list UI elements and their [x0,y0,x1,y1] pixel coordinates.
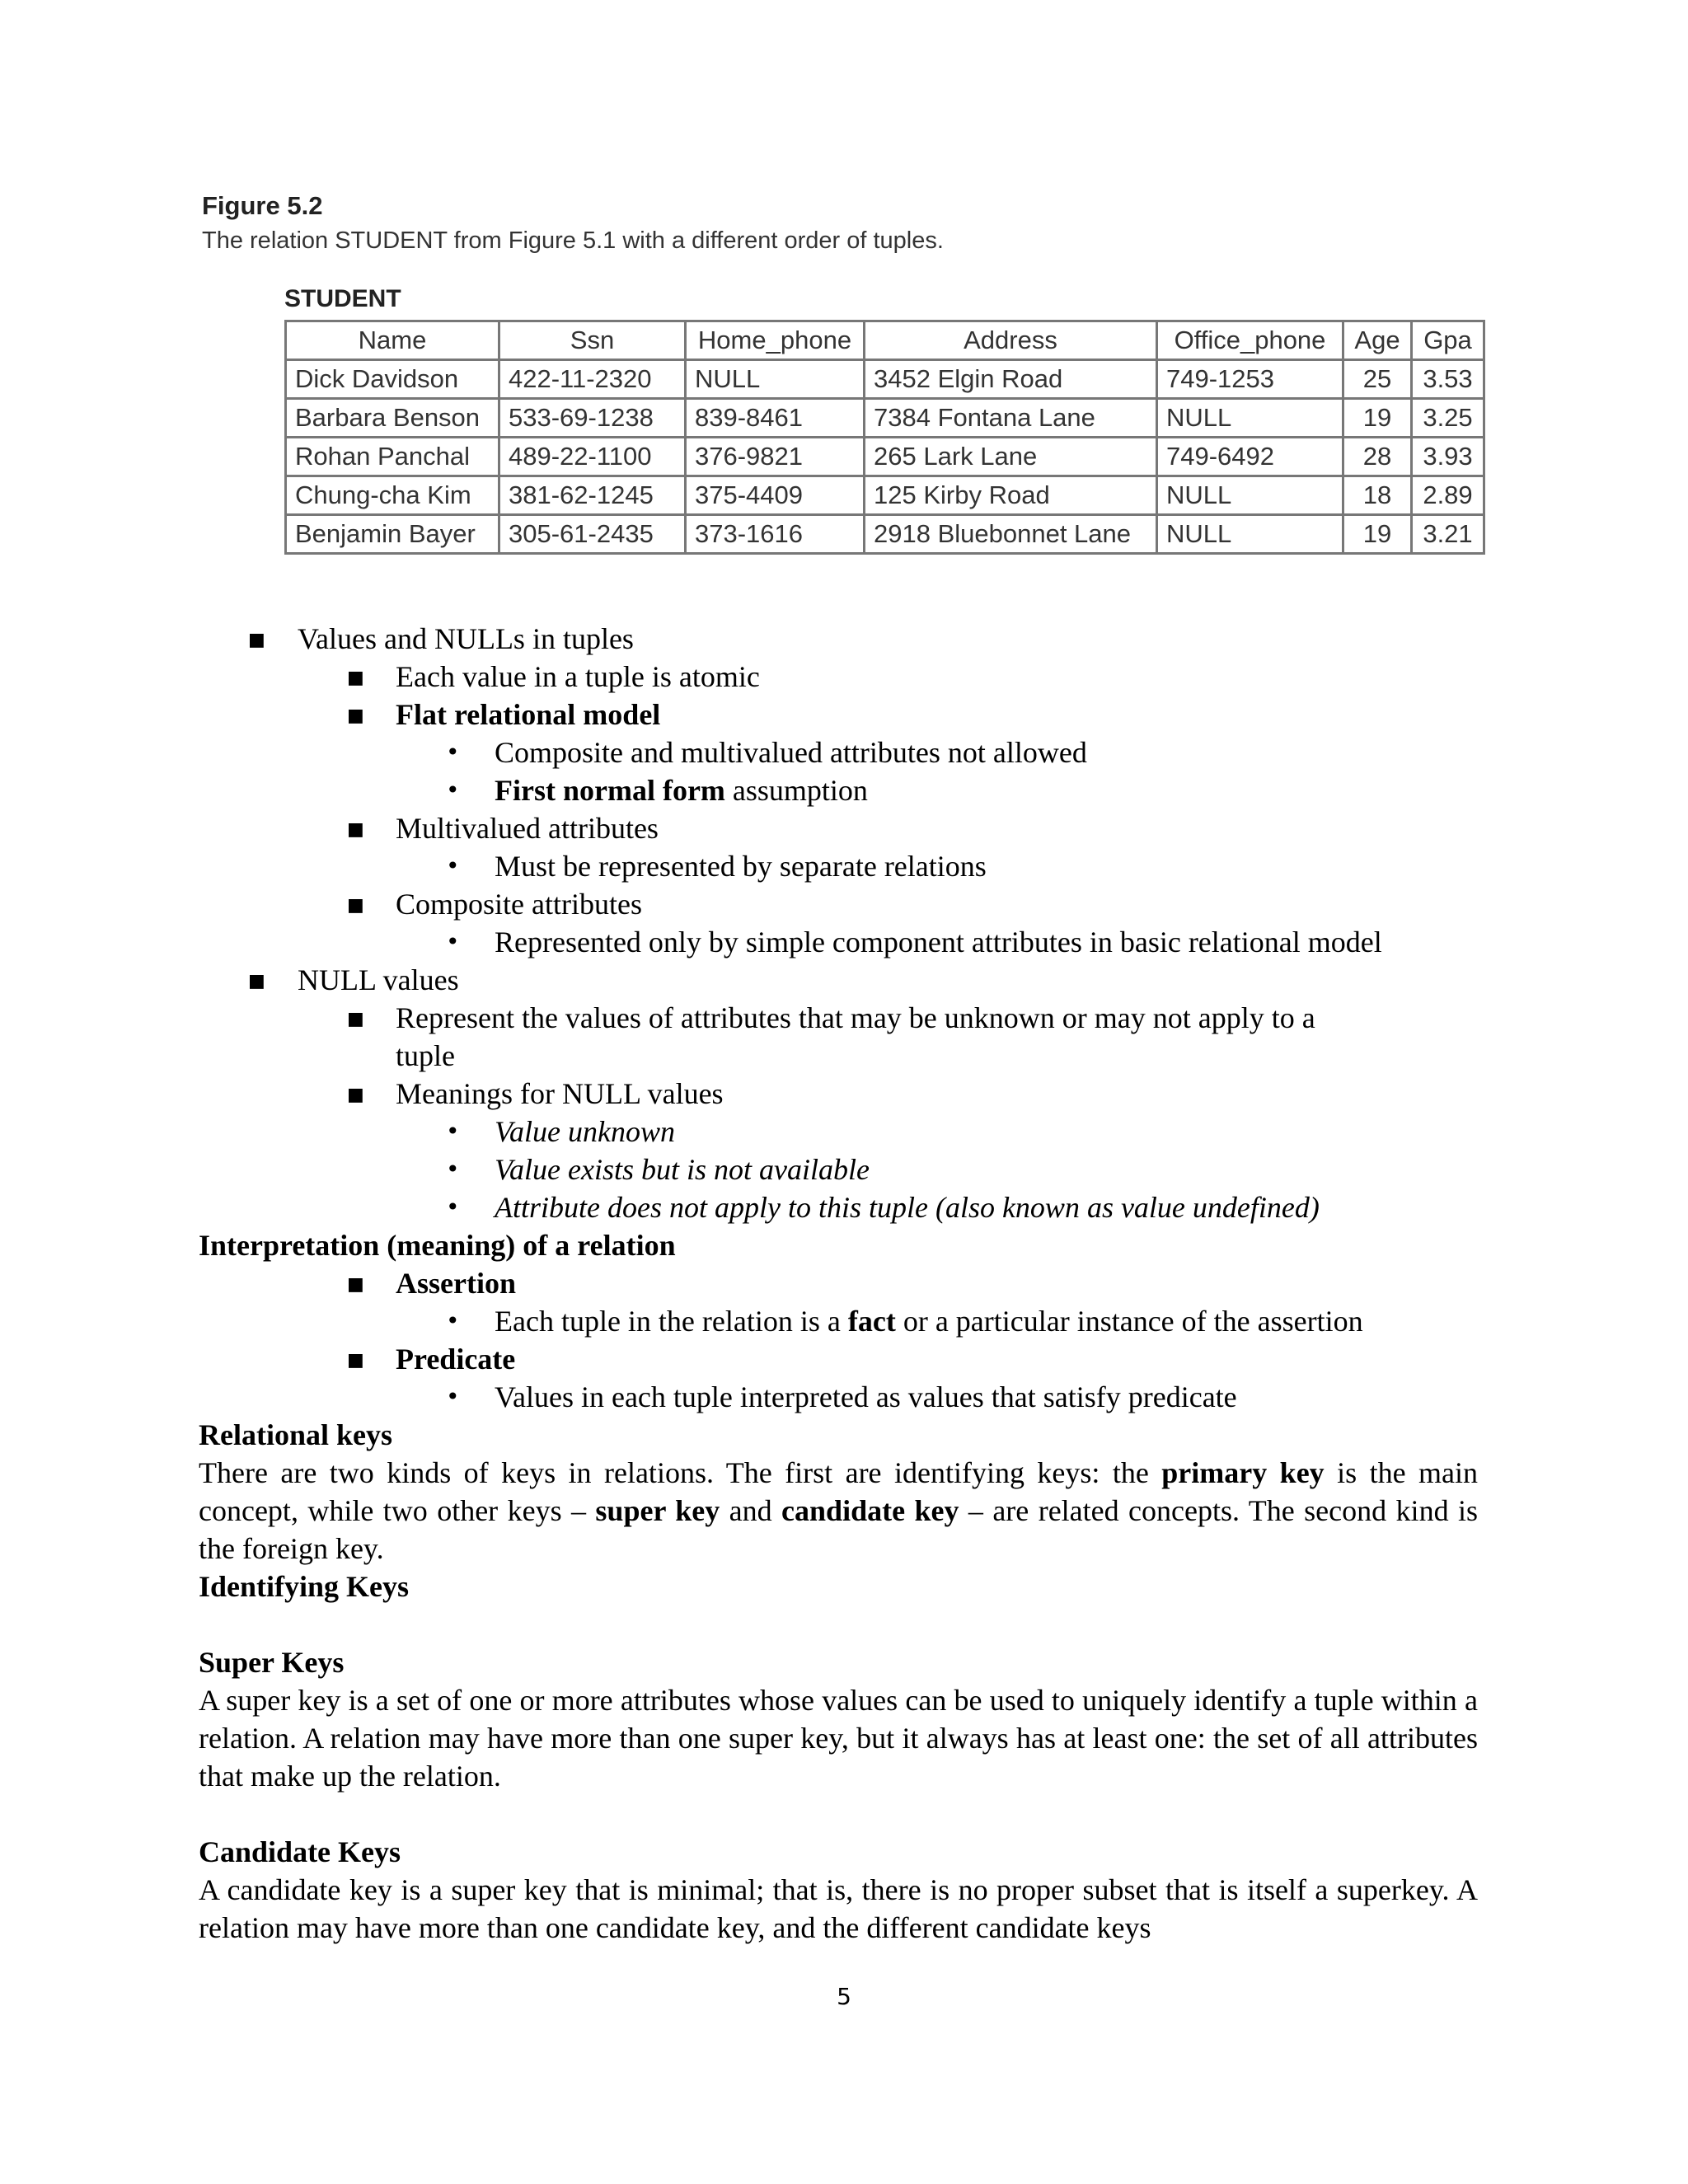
text-run: Each tuple in the relation is a [495,1305,848,1338]
table-cell: Barbara Benson [286,399,499,438]
table-cell: 3452 Elgin Road [865,360,1157,399]
table-cell: 375-4409 [686,476,865,515]
section-heading: Super Keys [199,1646,345,1679]
table-cell: 373-1616 [686,515,865,554]
column-header: Name [286,321,499,360]
table-row [286,399,1484,438]
bullet-dot-icon: • [446,1307,460,1334]
table-cell: 25 [1343,360,1412,399]
outline-item [495,771,868,809]
outline-item: Attribute does not apply to this tuple (also known as value undefined) [495,1191,1320,1224]
square-bullet-icon: ■ [347,1085,364,1105]
table-cell: NULL [686,360,865,399]
table-cell: 422-11-2320 [499,360,686,399]
table-row [286,438,1484,476]
table-cell: 3.93 [1412,438,1484,476]
outline-item [495,1302,1363,1340]
square-bullet-icon: ■ [347,819,364,840]
square-bullet-icon: ■ [248,971,265,991]
table-cell: 2918 Bluebonnet Lane [865,515,1157,554]
column-header: Age [1343,321,1412,360]
square-bullet-icon: ■ [347,1350,364,1371]
bullet-dot-icon: • [446,1383,460,1410]
section-heading: Identifying Keys [199,1570,410,1603]
table-cell: 28 [1343,438,1412,476]
table-cell: NULL [1157,476,1343,515]
bullet-dot-icon: • [446,1118,460,1145]
outline-item: Composite and multivalued attributes not allowed [495,736,1087,769]
table-cell: 7384 Fontana Lane [865,399,1157,438]
square-bullet-icon: ■ [347,1009,364,1029]
outline-item: Must be represented by separate relations [495,850,987,883]
bold-term: primary key [1161,1456,1325,1489]
outline-item-continued: tuple [396,1039,455,1072]
table-cell: 125 Kirby Road [865,476,1157,515]
outline-item-rest: assumption [724,774,868,807]
column-header: Gpa [1412,321,1484,360]
table-cell: 749-1253 [1157,360,1343,399]
text-run: and [720,1494,782,1527]
square-bullet-icon: ■ [347,668,364,688]
table-row [286,476,1484,515]
square-bullet-icon: ■ [347,895,364,916]
outline-item: Value exists but is not available [495,1153,870,1186]
table-cell: 381-62-1245 [499,476,686,515]
text-run: – are related concepts. The second kind is the foreign key. [199,1494,1478,1565]
table-cell: NULL [1157,399,1343,438]
outline-item: Values and NULLs in tuples [298,622,634,655]
table-cell: 2.89 [1412,476,1484,515]
section-heading: Candidate Keys [199,1835,401,1868]
table-header-row [286,321,1484,360]
table-cell: Chung-cha Kim [286,476,499,515]
outline-item: Meanings for NULL values [396,1077,724,1110]
outline-item: Assertion [396,1267,516,1300]
figure-caption: The relation STUDENT from Figure 5.1 with a different order of tuples. [202,227,944,254]
column-header: Home_phone [686,321,865,360]
bullet-dot-icon: • [446,1193,460,1221]
text-run: There are two kinds of keys in relations. The first are identifying keys: the [199,1456,1162,1489]
column-header: Ssn [499,321,686,360]
table-cell: 265 Lark Lane [865,438,1157,476]
section-heading: Interpretation (meaning) of a relation [199,1229,676,1262]
bold-term: fact [847,1305,896,1338]
column-header: Office_phone [1157,321,1343,360]
table-cell: 19 [1343,399,1412,438]
figure-label: Figure 5.2 [202,191,323,220]
paragraph: A candidate key is a super key that is minimal; that is, there is no proper subset that is itself a superkey. A relation may have more than one candidate key, and the different candidate keys [199,1873,1478,1944]
outline-item: NULL values [298,963,459,996]
bullet-dot-icon: • [446,776,460,804]
outline-item: Value unknown [495,1115,675,1148]
outline-item: Flat relational model [396,698,661,731]
text-run: or a particular instance of the assertion [895,1305,1363,1338]
bullet-dot-icon: • [446,1155,460,1183]
paragraph: A super key is a set of one or more attributes whose values can be used to uniquely identify a tuple within a relation. A relation may have more than one super key, but it always has at least one: the set of all attributes that make up the relation. [199,1684,1478,1793]
table-cell: 18 [1343,476,1412,515]
table-row [286,360,1484,399]
table-cell: 3.25 [1412,399,1484,438]
table-cell: 489-22-1100 [499,438,686,476]
bold-term: First normal form [495,774,725,807]
outline-item: Multivalued attributes [396,812,659,845]
outline-item: Each value in a tuple is atomic [396,660,760,693]
table-cell: Benjamin Bayer [286,515,499,554]
page-number: 5 [837,1983,851,2010]
table-row [286,515,1484,554]
table-cell: Rohan Panchal [286,438,499,476]
bullet-dot-icon: • [446,928,460,955]
outline-item: Composite attributes [396,888,642,921]
paragraph [199,1454,1478,1568]
bold-term: candidate key [781,1494,959,1527]
table-cell: Dick Davidson [286,360,499,399]
square-bullet-icon: ■ [248,630,265,650]
table-cell: 3.53 [1412,360,1484,399]
outline-item: Represent the values of attributes that may be unknown or may not apply to a [396,1001,1315,1034]
table-cell: 839-8461 [686,399,865,438]
table-name: STUDENT [284,285,401,312]
student-table [284,320,1485,555]
section-heading: Relational keys [199,1418,393,1451]
square-bullet-icon: ■ [347,705,364,726]
table-cell: 533-69-1238 [499,399,686,438]
table-cell: 749-6492 [1157,438,1343,476]
bullet-dot-icon: • [446,738,460,766]
table-cell: 3.21 [1412,515,1484,554]
table-cell: 19 [1343,515,1412,554]
bullet-dot-icon: • [446,852,460,879]
table-cell: 305-61-2435 [499,515,686,554]
outline-item: Represented only by simple component attributes in basic relational model [495,926,1382,958]
table-cell: NULL [1157,515,1343,554]
column-header: Address [865,321,1157,360]
outline-item: Predicate [396,1343,516,1376]
square-bullet-icon: ■ [347,1274,364,1295]
table-cell: 376-9821 [686,438,865,476]
bold-term: super key [595,1494,720,1527]
text-run: is the main concept, while two other keys – [199,1456,1478,1527]
outline-item: Values in each tuple interpreted as values that satisfy predicate [495,1380,1237,1413]
